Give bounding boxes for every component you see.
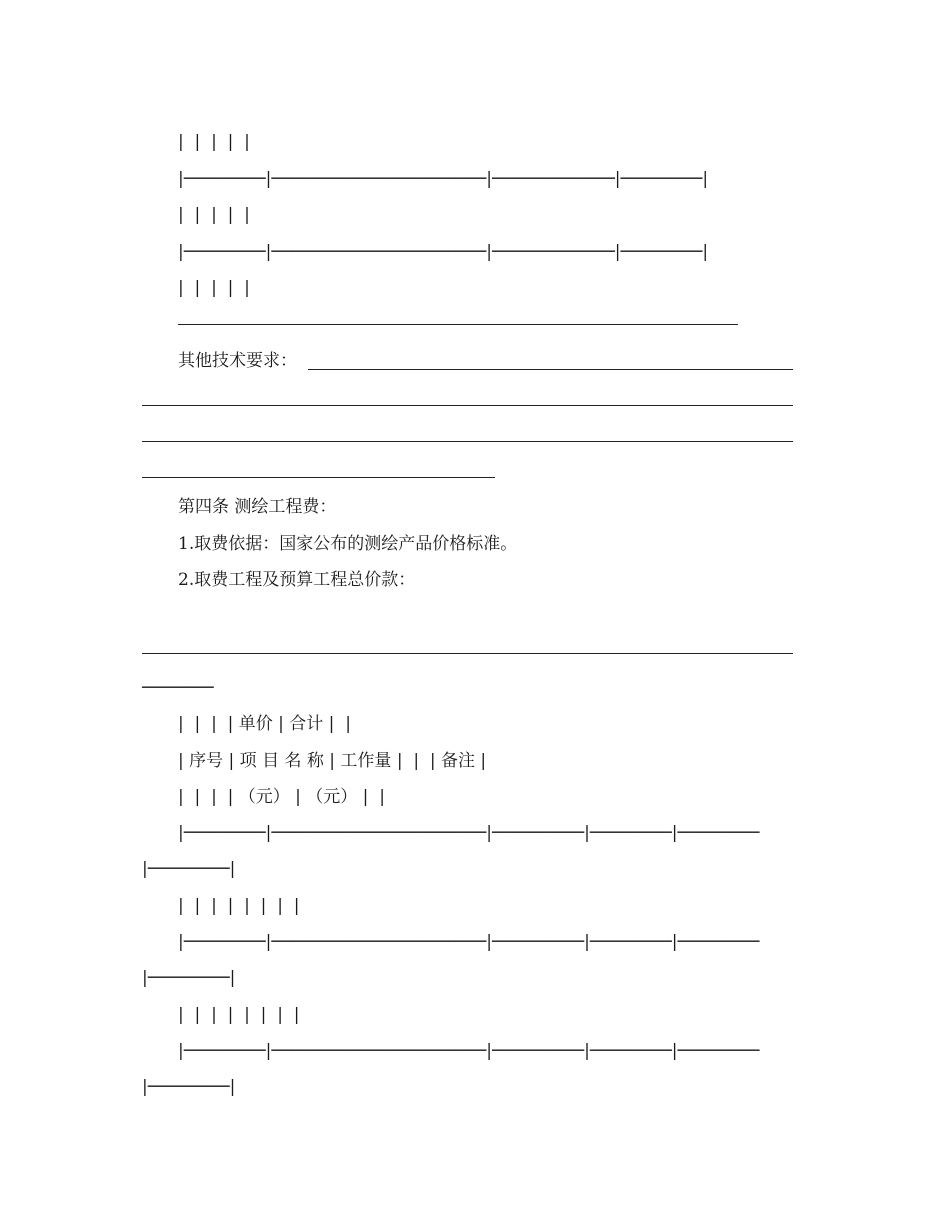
table2-blank-row: | | | | | | | | [178, 1005, 300, 1025]
article4-item1: 1.取费依据：国家公布的测绘产品价格标准。 [178, 534, 518, 554]
table2-header-row3: | | | | （元） | （元） | | [178, 787, 385, 807]
table2-top-rule [142, 653, 793, 654]
table2-header-row2: | 序号 | 项 目 名 称 | 工作量 | | | 备注 | [178, 751, 487, 771]
table1-blank-row: | | | | | [178, 278, 250, 298]
table2-separator-tail: |────────| [142, 859, 236, 879]
table1-separator: |────────|─────────────────────|────────────|────────| [178, 169, 709, 189]
table1-bottom-rule [178, 324, 738, 325]
table1-blank-row: | | | | | [178, 132, 250, 152]
table2-top-rule-tail: ─────── [142, 678, 214, 698]
table1-separator: |────────|─────────────────────|────────────|────────| [178, 242, 709, 262]
fill-in-line [142, 441, 793, 442]
article4-item2: 2.取费工程及预算工程总价款： [178, 570, 416, 590]
table2-blank-row: | | | | | | | | [178, 896, 300, 916]
other-requirements-label: 其他技术要求： [178, 351, 297, 371]
table2-separator-tail: |────────| [142, 968, 236, 988]
fill-in-line [142, 477, 495, 478]
table2-header-row1: | | | | 单价 | 合计 | | [178, 714, 351, 734]
table2-separator: |────────|─────────────────────|─────────|────────|──────── [178, 1041, 760, 1061]
fill-in-line [142, 405, 793, 406]
table2-separator: |────────|─────────────────────|─────────|────────|──────── [178, 932, 760, 952]
table2-separator: |────────|─────────────────────|─────────|────────|──────── [178, 823, 760, 843]
fill-in-line [308, 369, 793, 370]
table2-separator-tail: |────────| [142, 1077, 236, 1097]
article4-heading: 第四条 测绘工程费： [178, 497, 337, 517]
table1-blank-row: | | | | | [178, 205, 250, 225]
